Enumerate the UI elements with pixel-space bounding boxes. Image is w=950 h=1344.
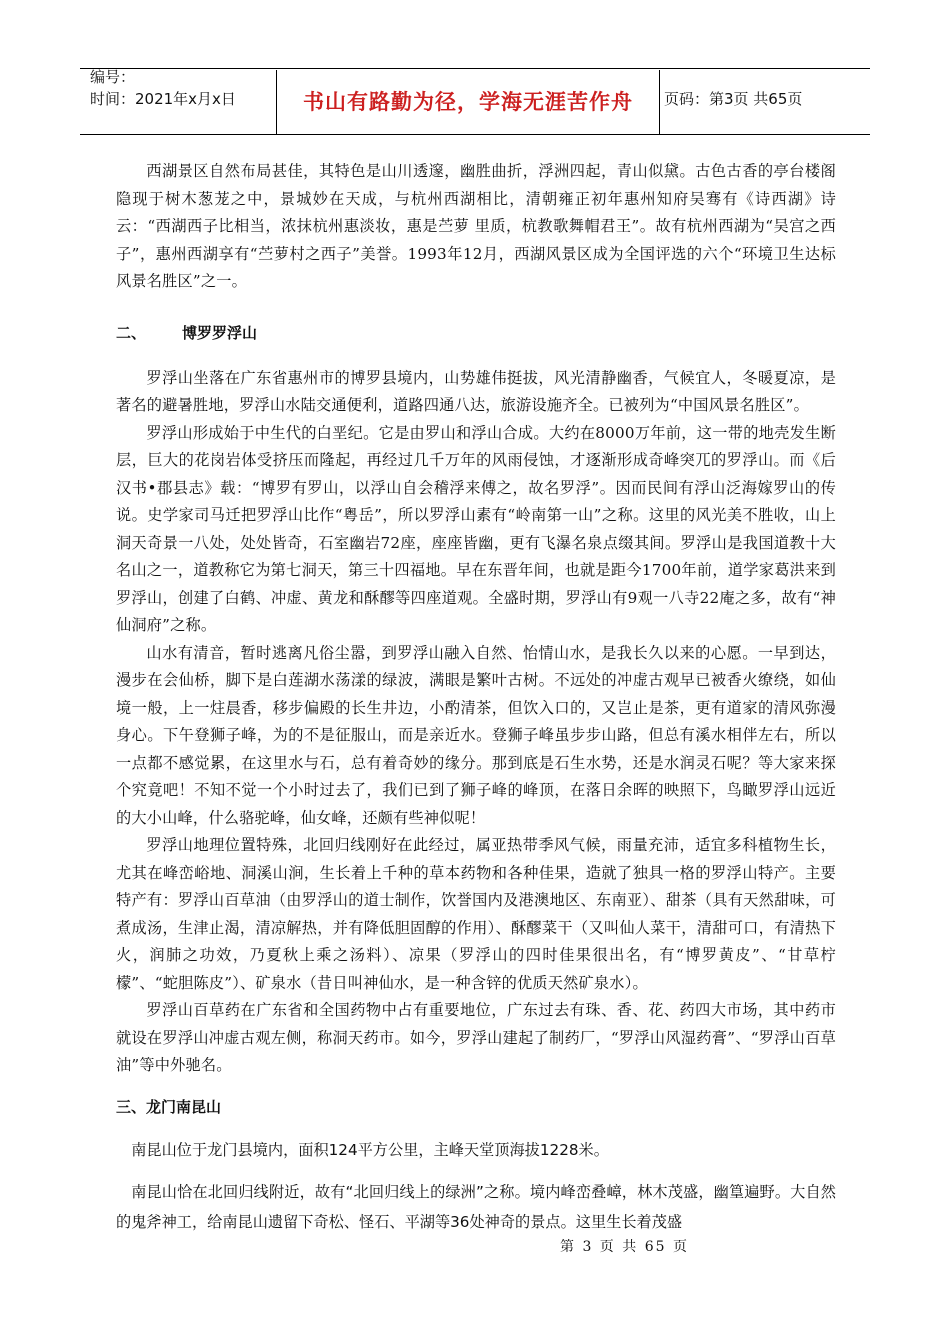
paragraph-luofu-history: 罗浮山形成始于中生代的白垩纪。它是由罗山和浮山合成。大约在8000万年前，这一带的地壳发生断层，巨大的花岗岩体受挤压而隆起，再经过几千万年的风雨侵蚀，才逐渐形成奇峰突兀的罗浮山。而《后汉书•郡县志》载：“博罗有罗山，以浮山自会稽浮来傅之，故名罗浮”。因而民间有浮山泛海嫁罗山的传说。史学家司马迁把罗浮山比作“粤岳”，所以罗浮山素有“岭南第一山”之称。这里的风光美不胜收，山上洞天奇景一八处，处处皆奇，石室幽岩72座，座座皆幽，更有飞瀑名泉点缀其间。罗浮山是我国道教十大名山之一，道教称它为第七洞天，第三十四福地。早在东晋年间，也就是距今1700年前，道学家葛洪来到罗浮山，创建了白鹤、冲虚、黄龙和酥醪等四座道观。全盛时期，罗浮山有9观一八寺22庵之多，故有“神仙洞府”之称。 xyxy=(116,423,836,634)
paragraph-luofu-products: 罗浮山地理位置特殊，北回归线刚好在此经过，属亚热带季风气候，雨量充沛，适宜多科植物生长，尤其在峰峦峪地、洞溪山涧，生长着上千种的草本药物和各种佳果，造就了独具一格的罗浮山特产。主要特产有：罗浮山百草油（由罗浮山的道士制作，饮誉国内及港澳地区、东南亚）、甜茶（具有天然甜味，可煮成汤，生津止渴，清凉解热，并有降低胆固醇的作用）、酥醪菜干（又叫仙人菜干，清甜可口，有清热下火，润肺之功效，乃夏秋上乘之汤料）、凉果（罗浮山的四时佳果很出名，有“博罗黄皮”、“甘草柠檬”、“蛇胆陈皮”）、矿泉水（昔日叫神仙水，是一种含锌的优质天然矿泉水）。 xyxy=(116,836,836,992)
paragraph-luofu-trip: 山水有清音，暂时逃离凡俗尘嚣，到罗浮山融入自然、怡情山水，是我长久以来的心愿。一早到达，漫步在会仙桥，脚下是白莲湖水荡漾的绿波，满眼是繁叶古树。不远处的冲虚古观早已被香火缭绕，如仙境一般，上一炷晨香，移步偏殿的长生井边，小酌清茶，但饮入口的，又岂止是茶，更有道家的清风弥漫身心。下午登狮子峰，为的不是征服山，而是亲近水。登狮子峰虽步步山路，但总有溪水相伴左右，所以一点都不感觉累，在这里水与石，总有着奇妙的缘分。那到底是石生水势，还是水润灵石呢？等大家来探个究竟吧！不知不觉一个小时过去了，我们已到了狮子峰的峰顶，在落日余晖的映照下，鸟瞰罗浮山远近的大小山峰，什么骆驼峰，仙女峰，还颇有些神似呢！ xyxy=(116,643,836,827)
section-number: 二、 xyxy=(116,323,147,342)
paragraph-nankun-area: 南昆山位于龙门县境内，面积124平方公里，主峰天堂顶海拔1228米。 xyxy=(131,1140,609,1159)
header-divider-left xyxy=(276,70,277,134)
header-motto: 书山有路勤为径，学海无涯苦作舟 xyxy=(303,90,633,114)
header-page-label: 页码：第3页 共65页 xyxy=(664,90,803,108)
header-date-label: 时间：2021年x月x日 xyxy=(90,90,236,108)
header-meta xyxy=(90,66,276,110)
header-divider-right xyxy=(659,70,660,134)
section-heading-nankun: 三、龙门南昆山 xyxy=(116,1097,222,1116)
header-id-label: 编号： xyxy=(90,68,136,86)
paragraph-luofu-medicine: 罗浮山百草药在广东省和全国药物中占有重要地位，广东过去有珠、香、花、药四大市场，其中药市就设在罗浮山冲虚古观左侧，称洞天药市。如今，罗浮山建起了制药厂，“罗浮山风湿药膏”、“罗浮山百草油”等中外驰名。 xyxy=(116,1001,836,1074)
paragraph-west-lake: 西湖景区自然布局甚佳，其特色是山川透邃，幽胜曲折，浮洲四起，青山似黛。古色古香的亭台楼阁隐现于树木葱茏之中，景城妙在天成，与杭州西湖相比，清朝雍正初年惠州知府吴骞有《诗西湖》诗云：“西湖西子比相当，浓抹杭州惠淡妆，惠是苎萝 里质，杭教歌舞帽君王”。故有杭州西湖为“吴宫之西子”，惠州西湖享有“苎萝村之西子”美誉。1993年12月，西湖风景区成为全国评选的六个“环境卫生达标风景名胜区”之一。 xyxy=(116,162,836,290)
document-body xyxy=(116,158,836,1237)
section-title: 博罗罗浮山 xyxy=(182,323,258,342)
section-heading-luofu xyxy=(116,320,836,347)
page-footer: 第 3 页 共 65 页 xyxy=(560,1239,689,1255)
paragraph-nankun-scenery: 南昆山恰在北回归线附近，故有“北回归线上的绿洲”之称。境内峰峦叠嶂，林木茂盛，幽篁遍野。大自然的鬼斧神工，给南昆山遗留下奇松、怪石、平湖等36处神奇的景点。这里生长着茂盛 xyxy=(116,1182,836,1231)
paragraph-luofu-intro: 罗浮山坐落在广东省惠州市的博罗县境内，山势雄伟挺拔，风光清静幽香，气候宜人，冬暖夏凉，是著名的避暑胜地，罗浮山水陆交通便利，道路四通八达，旅游设施齐全。已被列为“中国风景名胜区”。 xyxy=(116,368,836,414)
header-bottom-rule xyxy=(80,134,870,135)
